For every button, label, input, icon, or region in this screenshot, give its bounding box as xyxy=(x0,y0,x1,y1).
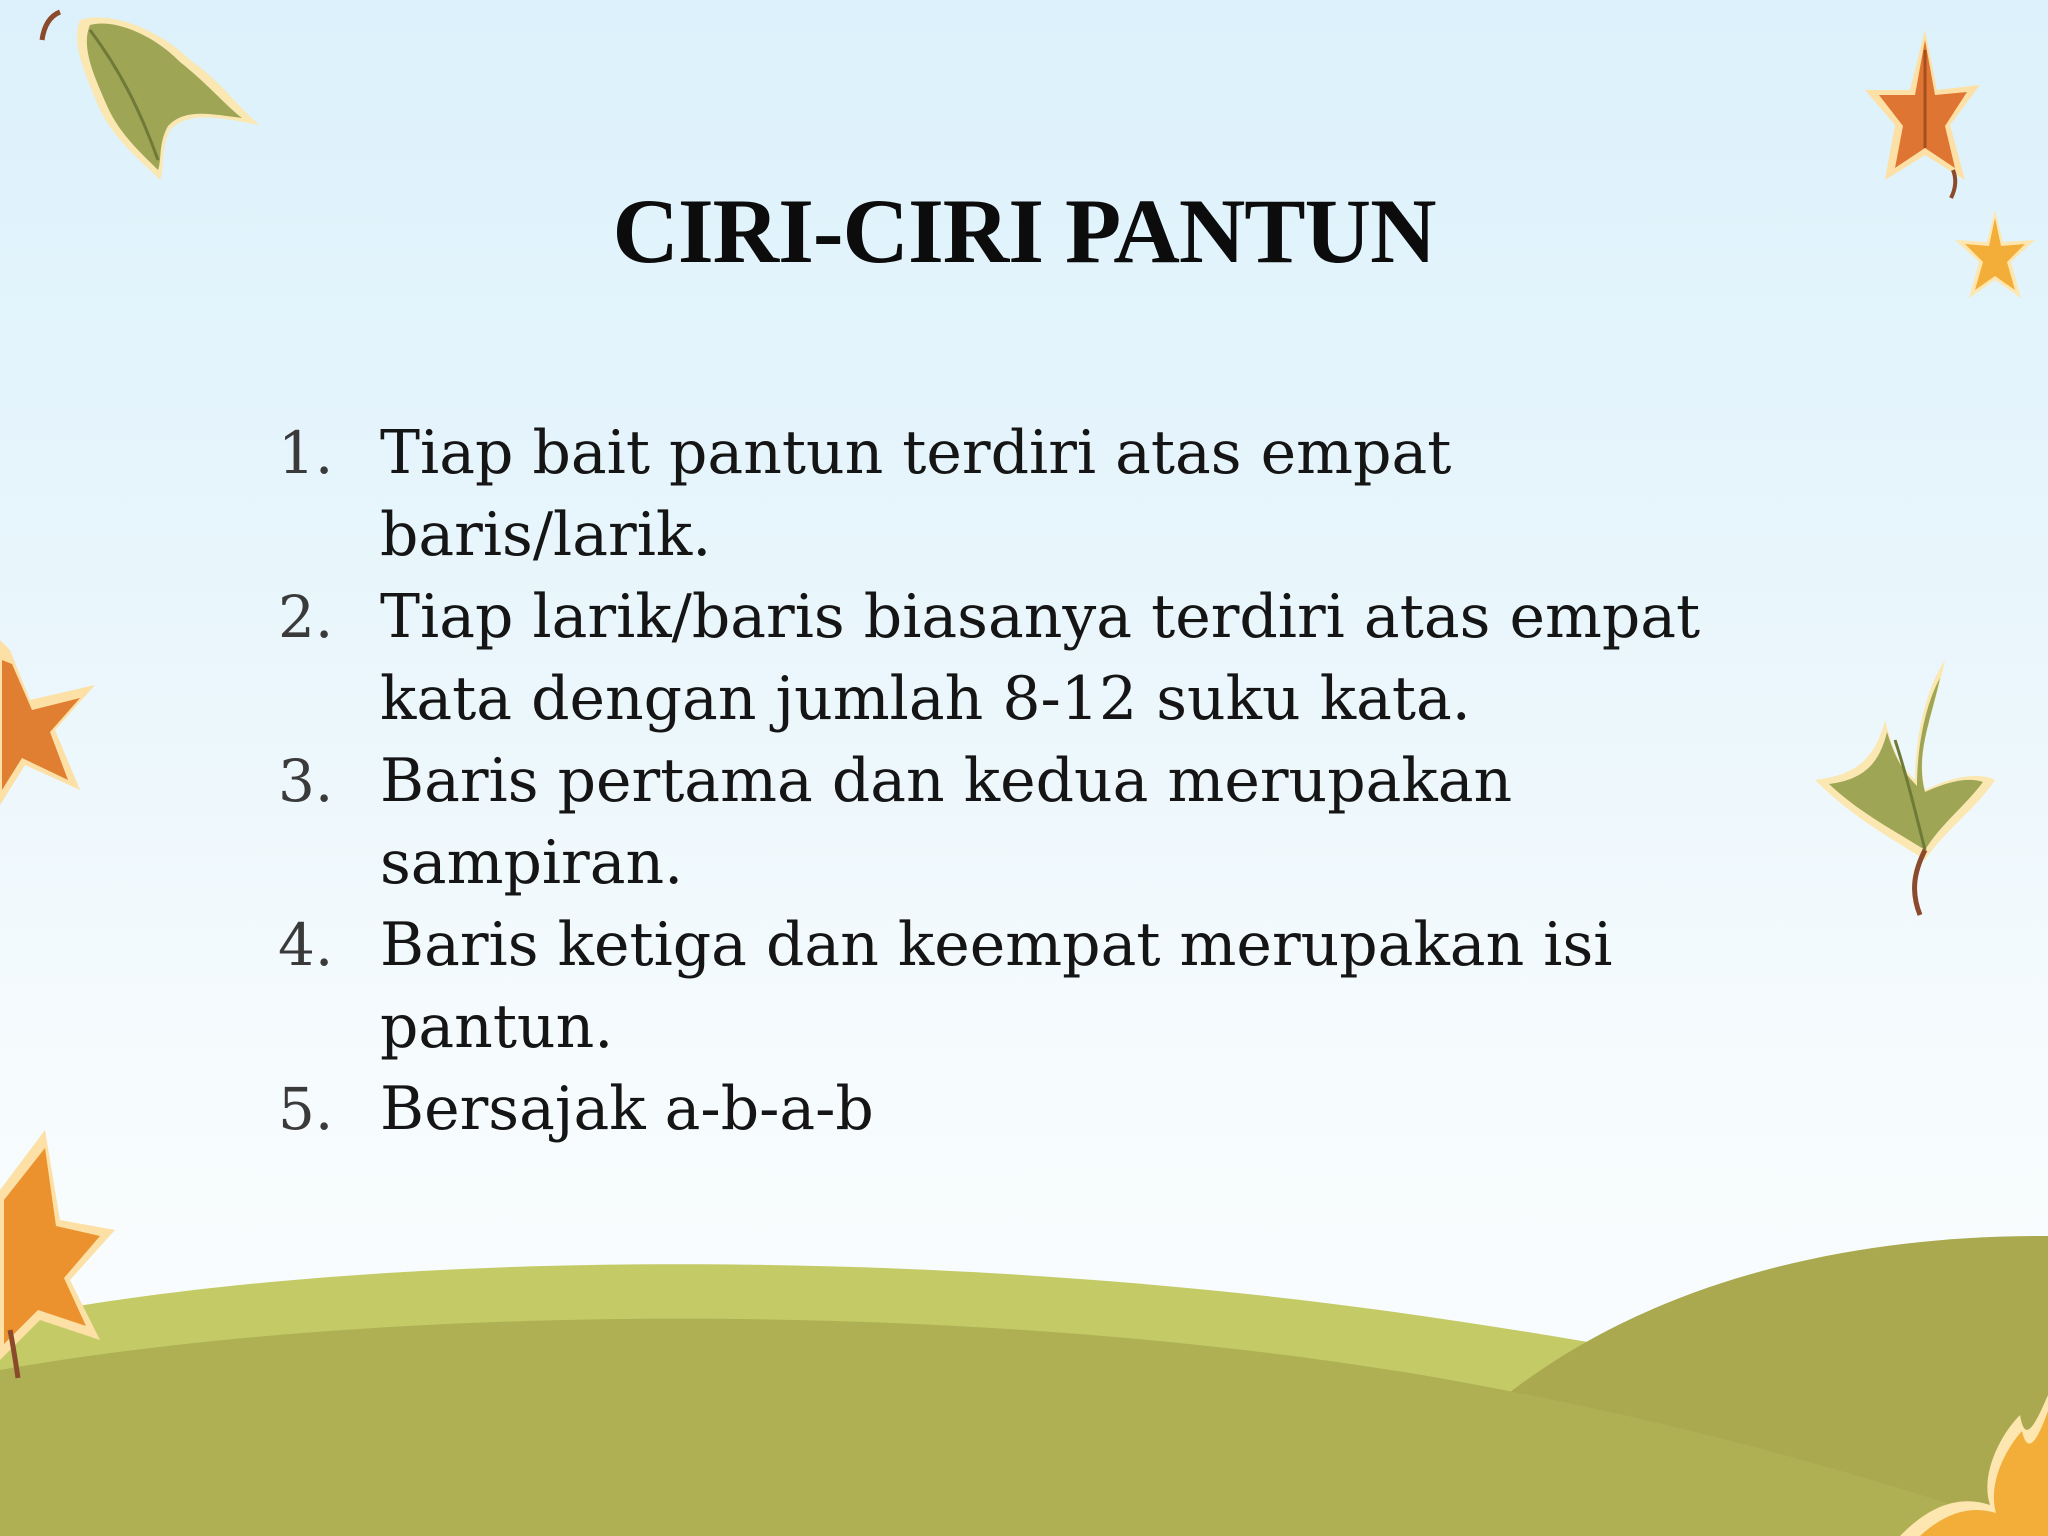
list-item xyxy=(270,576,1770,740)
list-item-number: 2. xyxy=(278,583,334,651)
leaf-icon-yellow-bottom-right xyxy=(1900,1395,2048,1536)
criteria-list xyxy=(270,412,1770,1150)
leaf-icon-green xyxy=(20,0,260,180)
list-item-number: 4. xyxy=(278,911,334,979)
list-item-text: Tiap bait pantun terdiri atas empat baris/larik. xyxy=(380,418,1452,570)
leaf-icon-orange-bottom-left xyxy=(0,1130,120,1380)
leaf-icon-orange-left xyxy=(0,640,100,810)
list-item xyxy=(270,904,1770,1068)
leaf-icon-orange xyxy=(1865,30,1985,200)
list-item-text: Baris pertama dan kedua merupakan sampiran. xyxy=(380,746,1513,898)
list-item-text: Baris ketiga dan keempat merupakan isi pantun. xyxy=(380,910,1613,1062)
list-item-text: Bersajak a-b-a-b xyxy=(380,1074,874,1144)
list-item-text: Tiap larik/baris biasanya terdiri atas empat kata dengan jumlah 8-12 suku kata. xyxy=(380,582,1701,734)
leaf-icon-green-right xyxy=(1815,660,1995,920)
list-item-number: 1. xyxy=(278,419,334,487)
list-item-number: 3. xyxy=(278,747,334,815)
slide-title: CIRI-CIRI PANTUN xyxy=(612,180,1436,282)
list-item-number: 5. xyxy=(278,1075,334,1143)
list-item xyxy=(270,1068,1770,1150)
list-item xyxy=(270,740,1770,904)
list-item xyxy=(270,412,1770,576)
